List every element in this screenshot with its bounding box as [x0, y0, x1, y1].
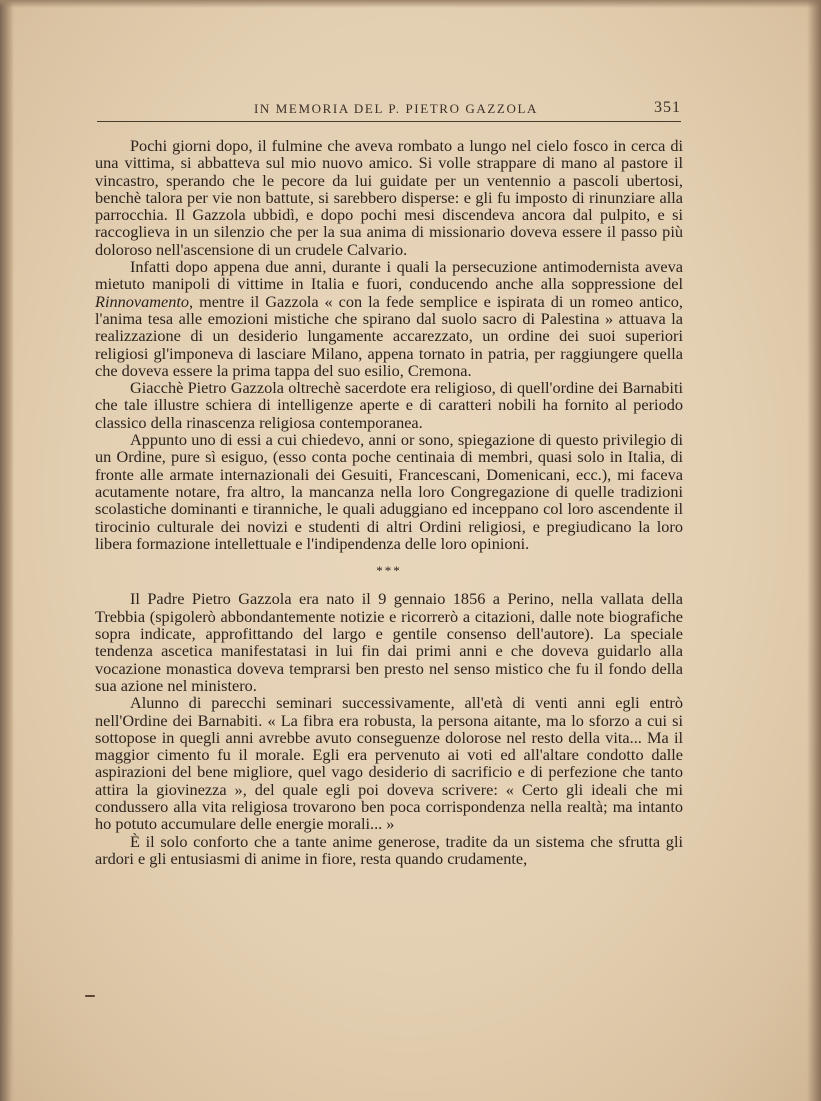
body-text [95, 137, 683, 867]
page-right-edge [807, 0, 821, 1101]
paragraph-text: Infatti dopo appena due anni, durante i quali la persecuzione antimodernista aveva mietuto manipoli di vittime in Italia e fuori, conducendo anche alla soppressione del [95, 257, 683, 294]
paragraph: È il solo conforto che a tante anime generose, tradite da un sistema che sfrutta gli ardori e gli entusiasmi di anime in fiore, resta quando crudamente, [95, 831, 683, 868]
paragraph: Pochi giorni dopo, il fulmine che aveva rombato a lungo nel cielo fosco in cerca di una vittima, si abbatteva sul mio nuovo amico. Si volle strappare di mano al pastore il vincastro, sperando che le pecore da lui guidate per un ventennio a pascoli ubertosi, benchè talora per vie non battute, si sarebbero disperse: e gli fu imposto di rinunziare alla parrocchia. Il Gazzola ubbidì, e dopo pochi mesi discendeva ancora dal pulpito, e si raccoglieva in un silenzio che per la sua anima di missionario doveva essere il passo più doloroso nell'ascensione di un crudele Calvario. [95, 136, 683, 259]
page-left-edge [0, 0, 14, 1101]
paragraph: Il Padre Pietro Gazzola era nato il 9 gennaio 1856 a Perino, nella vallata della Trebbia (spigolerò abbondantemente notizie e ricorrerò a citazioni, dalle note biografiche sopra indicate, approfittando del largo e gentile consenso dell'autore). La speciale tendenza ascetica manifestatasi in lui fin dai primi anni e che doveva guidarlo alla vocazione monastica doveva temprarsi ben presto nel senso mistico che fu il fondo della sua azione nel ministero. [95, 589, 683, 695]
paragraph: Alunno di parecchi seminari successivamente, all'età di venti anni egli entrò nell'Ordine dei Barnabiti. « La fibra era robusta, la persona aitante, ma lo sforzo a cui si sottopose in quegli anni avrebbe avuto conseguenze dolorose nel resto della vita... Ma il maggior cimento fu il morale. Egli era pervenuto ai voti ed all'altare condotto dalle aspirazioni del bene migliore, quel vago desiderio di sacrificio e di perfezione che tanto attira la giovinezza », del quale egli poi doveva scrivere: « Certo gli ideali che mi condussero alla vita religiosa trovarono ben poca corrispondenza nella realtà; ma intanto ho potuto accumulare delle energie morali... » [95, 693, 683, 834]
page-number: 351 [654, 99, 681, 116]
journal-title: Rinnovamento [95, 291, 190, 311]
ink-smudge [85, 995, 95, 997]
section-separator: *** [376, 563, 402, 579]
running-title: IN MEMORIA DEL P. PIETRO GAZZOLA [254, 101, 538, 116]
paragraph: Giacchè Pietro Gazzola oltrechè sacerdote era religioso, di quell'ordine dei Barnabiti che tale illustre schiera di intelligenze aperte e di caratteri nobili ha fornito al periodo classico della rinascenza religiosa contemporanea. [95, 378, 683, 432]
paragraph [95, 258, 683, 379]
paragraph-text: , mentre il Gazzola « con la fede semplice e ispirata di un romeo antico, l'anima tesa alle emozioni mistiche che spirano dal suolo sacro di Palestina » attuava la realizzazione di un desiderio lungamente accarezzato, un ordine dei suoi superiori religiosi gl'imponeva di lasciare Milano, appena tornato in patria, per raggiungere quella che doveva essere la prima tappa del suo esilio, Cremona. [95, 291, 683, 380]
header-rule [97, 121, 681, 122]
page-header [97, 96, 681, 124]
page-top-edge [0, 0, 821, 8]
paragraph: Appunto uno di essi a cui chiedevo, anni or sono, spiegazione di questo privilegio di un Ordine, pure sì esiguo, (esso conta poche centinaia di membri, quasi solo in Italia, di fronte alle armate internazionali dei Gesuiti, Francescani, Domenicani, ecc.), mi faceva acutamente notare, fra altro, la mancanza nella loro Congregazione di quelle tradizioni scolastiche dominanti e tiranniche, le quali aduggiano ed inceppano col loro ascendente il tirocinio culturale dei novizi e studenti di altri Ordini religiosi, e pregiudicano la loro libera formazione intellettuale e l'indipendenza delle loro opinioni. [95, 430, 683, 553]
